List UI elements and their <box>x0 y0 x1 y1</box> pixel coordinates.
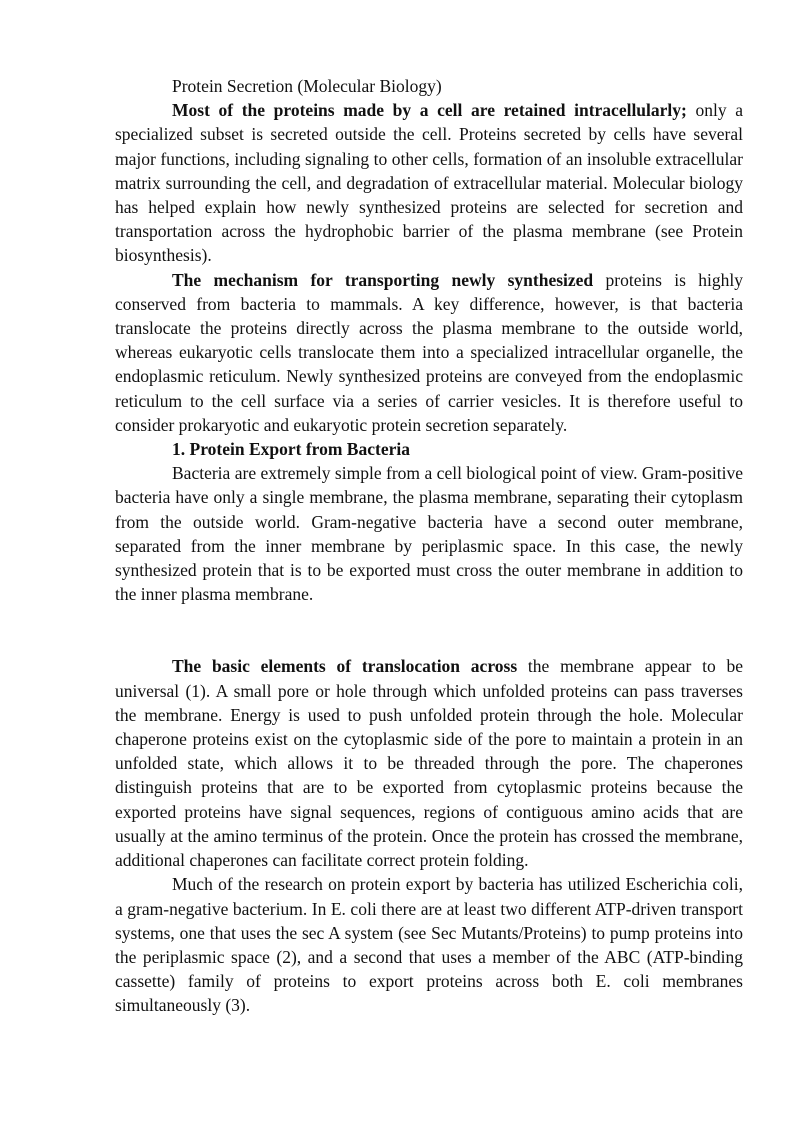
paragraph-translocation-lead: The basic elements of translocation across <box>172 656 518 677</box>
document-page <box>115 74 743 1018</box>
paragraph-translocation-text: the membrane appear to be universal (1). A small pore or hole through which unfolded proteins can pass traverses the membrane. Energy is used to push unfolded protein through the hole. Molecular chaperone proteins exist on the cytoplasmic side of the pore to maintain a protein in an unfolded state, which allows it to be threaded through the pore. The chaperones distinguish proteins that are to be exported from cytoplasmic proteins because the exported proteins have signal sequences, regions of contiguous amino acids that are usually at the amino terminus of the protein. Once the protein has crossed the membrane, additional chaperones can facilitate correct protein folding. <box>115 656 743 871</box>
paragraph-intro <box>115 98 743 267</box>
section-gap <box>115 606 743 654</box>
paragraph-mechanism-lead: The mechanism for transporting newly synthesized <box>172 269 594 290</box>
section-heading: 1. Protein Export from Bacteria <box>172 439 410 460</box>
document-title: Protein Secretion (Molecular Biology) <box>172 76 442 96</box>
paragraph-bacteria-text: Bacteria are extremely simple from a cell biological point of view. Gram-positive bacteria have only a single membrane, the plasma membrane, separating their cytoplasm from the outside world. Gram-negative bacteria have a second outer membrane, separated from the inner membrane by periplasmic space. In this case, the newly synthesized protein that is to be exported must cross the outer membrane in addition to the inner plasma membrane. <box>115 463 743 605</box>
paragraph-intro-lead: Most of the proteins made by a cell are retained intracellularly; <box>172 100 687 121</box>
paragraph-ecoli-text: Much of the research on protein export by bacteria has utilized Escherichia coli, a gram-negative bacterium. In E. coli there are at least two different ATP-driven transport systems, one that uses the sec A system (see Sec Mutants/Proteins) to pump proteins into the periplasmic space (2), and a second that uses a member of the ABC (ATP-binding cassette) family of proteins to export proteins across both E. coli membranes simultaneously (3). <box>115 874 743 1016</box>
paragraph-bacteria <box>115 461 743 606</box>
paragraph-mechanism-text: proteins is highly conserved from bacteria to mammals. A key difference, however, is that bacteria translocate the proteins directly across the plasma membrane to the outside world, whereas eukaryotic cells translocate them into a specialized intracellular organelle, the endoplasmic reticulum. Newly synthesized proteins are conveyed from the endoplasmic reticulum to the cell surface via a series of carrier vesicles. It is therefore useful to consider prokaryotic and eukaryotic protein secretion separately. <box>115 269 744 435</box>
paragraph-intro-text: only a specialized subset is secreted outside the cell. Proteins secreted by cells have several major functions, including signaling to other cells, formation of an insoluble extracellular matrix surrounding the cell, and degradation of extracellular material. Molecular biology has helped explain how newly synthesized proteins are selected for secretion and transportation across the hydrophobic barrier of the plasma membrane (see Protein biosynthesis). <box>115 100 743 266</box>
paragraph-mechanism <box>115 268 743 437</box>
paragraph-translocation <box>115 654 743 872</box>
paragraph-ecoli <box>115 872 743 1017</box>
